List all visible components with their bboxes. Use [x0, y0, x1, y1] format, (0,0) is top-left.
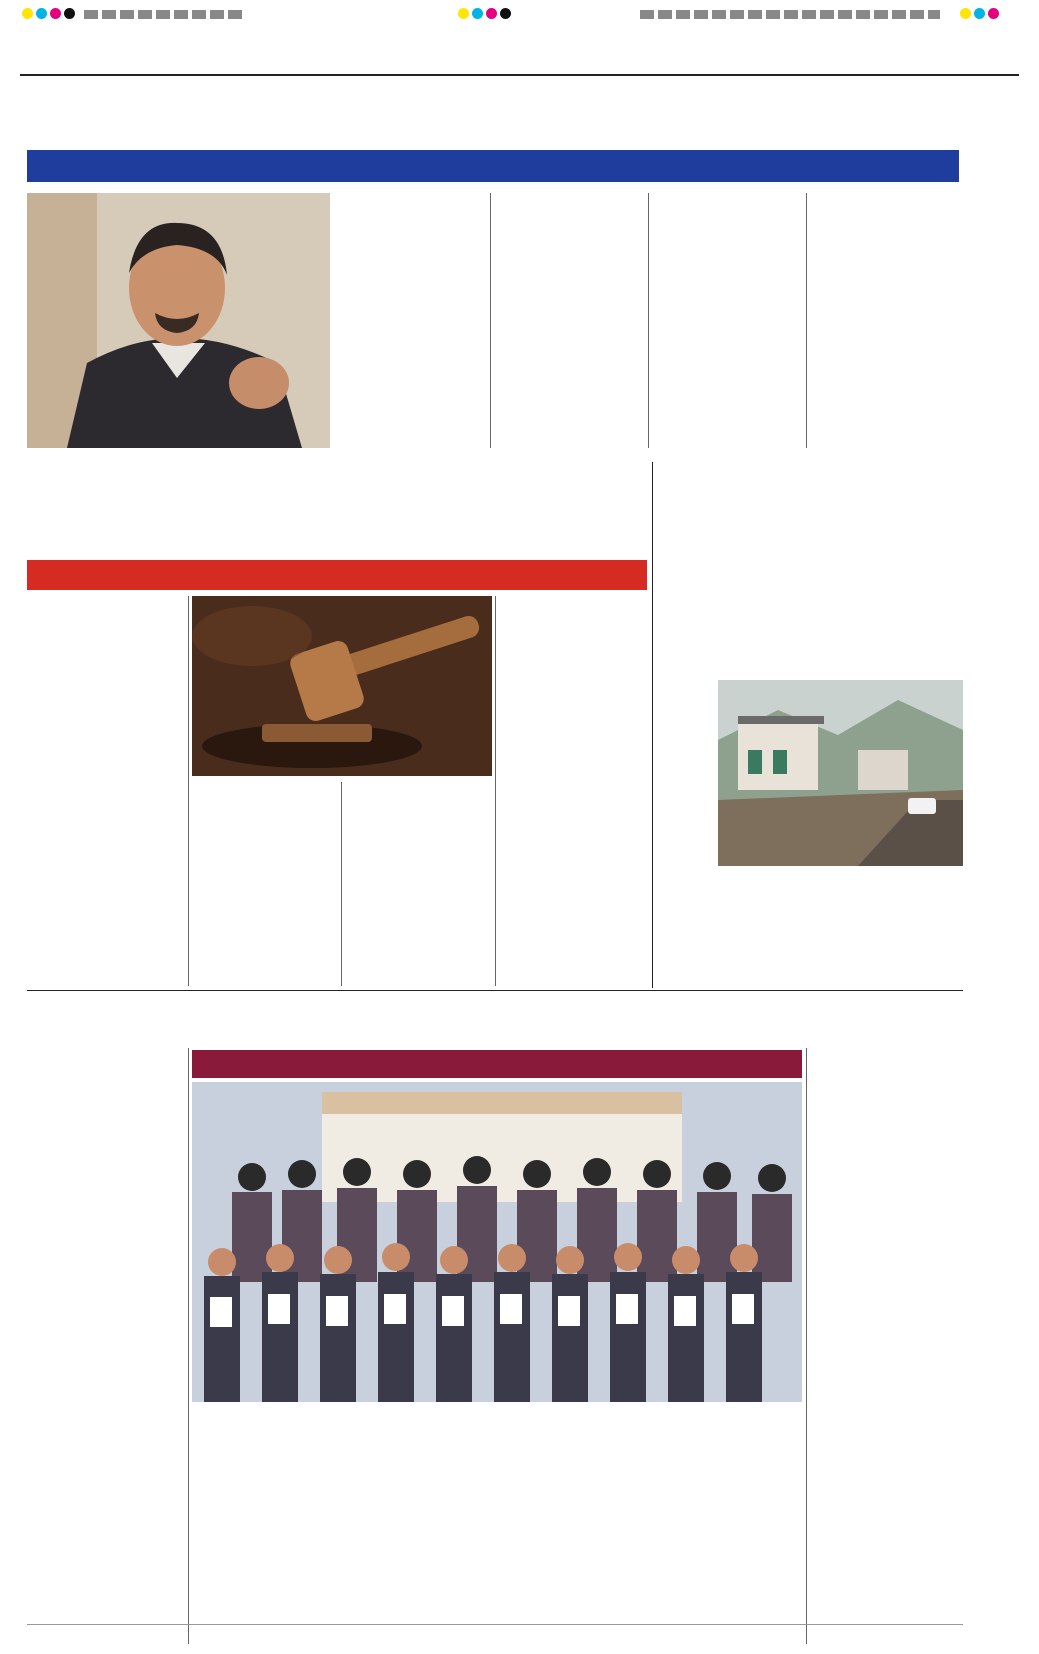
story2-column-2	[192, 782, 338, 986]
column-divider	[490, 193, 491, 448]
story2-column-4	[499, 596, 647, 986]
story4-bottom-column-3	[498, 1408, 643, 1644]
story1-column-1	[337, 193, 487, 448]
story4-subhead-band	[192, 1050, 802, 1078]
story1-column-4	[811, 193, 961, 448]
story4-bottom-column-1	[192, 1408, 337, 1644]
gavel-photo	[192, 596, 492, 776]
story3-top-text	[658, 564, 963, 677]
column-divider	[806, 193, 807, 448]
column-divider	[495, 596, 496, 986]
column-divider	[188, 1048, 189, 1644]
registration-stripe	[84, 10, 244, 19]
story4-bottom-column-2	[345, 1408, 490, 1644]
masthead	[20, 38, 1019, 72]
appointment-letter-ceremony-photo	[192, 1082, 802, 1402]
lweta-village-photo	[718, 680, 963, 866]
story2-column-1	[27, 596, 185, 986]
story3-side-text	[658, 678, 714, 866]
story2-column-3	[345, 782, 491, 986]
story4-right-column	[810, 1048, 963, 1644]
color-registration-marks	[22, 8, 75, 19]
column-divider	[188, 596, 189, 986]
column-divider	[341, 782, 342, 986]
column-divider	[806, 1048, 807, 1644]
section-rule	[27, 1624, 963, 1625]
section-rule	[27, 990, 963, 991]
story-divider	[652, 462, 653, 988]
story1-column-2	[495, 193, 645, 448]
story4-left-column	[27, 1048, 185, 1644]
masthead-rule	[20, 74, 1019, 76]
story4-bottom-column-4	[651, 1408, 801, 1644]
column-divider	[648, 193, 649, 448]
story2-subhead-band	[27, 560, 647, 590]
color-registration-marks	[960, 8, 999, 19]
story1-subhead-band	[27, 150, 959, 182]
cm-dhami-photo	[27, 193, 330, 448]
registration-stripe	[640, 10, 940, 19]
story3-bottom-text	[658, 868, 963, 986]
color-registration-marks	[458, 8, 511, 19]
story1-column-3	[653, 193, 803, 448]
